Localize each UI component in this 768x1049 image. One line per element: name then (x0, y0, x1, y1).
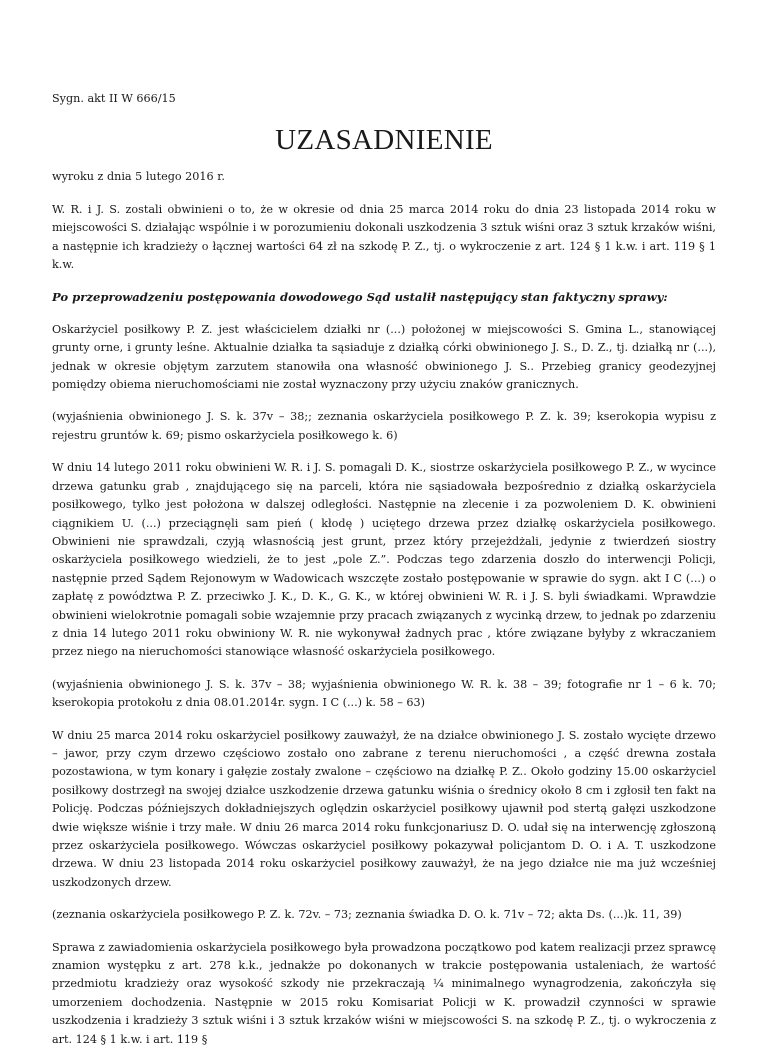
evidence-citation: (zeznania oskarżyciela posiłkowego P. Z. k. 72v. – 73; zeznania świadka D. O. k. 71v – 72; akta Ds. (...)k. 11, 39) (52, 908, 682, 922)
body-paragraph: W dniu 25 marca 2014 roku oskarżyciel posiłkowy zauważył, że na działce obwinionego J. S. zostało wycięte drzewo – jawor, przy czym drzewo częściowo zostało ono zabrane z terenu nieruchomości , a część drewna została pozostawiona, w tym konary i gałęzie zostały zwalone – częściowo na działkę P. Z.. Około godziny 15.00 oskarżyciel posiłkowy dostrzegł na swojej działce uszkodzenie drzewa gatunku wiśnia o średnicy około 8 cm i zgłosił ten fakt na Policję. Podczas późniejszych dokładniejszych oględzin oskarżyciel posiłkowy ujawnił pod stertą gałęzi uszkodzone dwie większe wiśnie i trzy małe. W dniu 26 marca 2014 roku funkcjonariusz D. O. udał się na interwencję zgłoszoną przez oskarżyciela posiłkowego. Wówczas oskarżyciel posiłkowy pokazywał policjantom D. O. i A. T. uszkodzone drzewa. W dniu 23 listopada 2014 roku oskarżyciel posiłkowy zauważył, że na jego działce nie ma już wcześniej uszkodzonych drzew. (52, 728, 716, 889)
evidence-citation: (wyjaśnienia obwinionego J. S. k. 37v – 38;; zeznania oskarżyciela posiłkowego P. Z. k. 39; kserokopia wypisu z rejestru gruntów k. 69; pismo oskarżyciela posiłkowego k. 6) (52, 410, 716, 442)
judgment-date: wyroku z dnia 5 lutego 2016 r. (52, 170, 225, 184)
body-paragraph: Sprawa z zawiadomienia oskarżyciela posiłkowego była prowadzona początkowo pod katem realizacji przez sprawcę znamion występku z art. 278 k.k., jednakże po dokonanych w trakcie postępowania ustaleniach, że wartość przedmiotu kradzieży oraz wysokość szkody nie przekraczają ¼ minimalnego wynagrodzenia, zakończyła się umorzeniem dochodzenia. Następnie w 2015 roku Komisariat Policji w K. prowadził czynności w sprawie uszkodzenia i kradzieży 3 sztuk wiśni i 3 sztuk krzaków wiśni w miejscowości S. na szkodę P. Z., tj. o wykroczenia z art. 124 § 1 k.w. i art. 119 § (52, 940, 716, 1046)
case-signature: Sygn. akt II W 666/15 (52, 92, 176, 105)
paragraphs-container (52, 321, 716, 1049)
evidence-citation: (wyjaśnienia obwinionego J. S. k. 37v – 38; wyjaśnienia obwinionego W. R. k. 38 – 39; fotografie nr 1 – 6 k. 70; kserokopia protokołu z dnia 08.01.2014r. sygn. I C (...) k. 58 – 63) (52, 677, 716, 710)
section-heading: Po przeprowadzeniu postępowania dowodowego Sąd ustalił następujący stan faktyczny sprawy: (52, 290, 668, 305)
charge-paragraph: W. R. i J. S. zostali obwinieni o to, że w okresie od dnia 25 marca 2014 roku do dnia 23 listopada 2014 roku w miejscowości S. działając wspólnie i w porozumieniu dokonali uszkodzenia 3 sztuk wiśni oraz 3 sztuk krzaków wiśni, a następnie ich kradzieży o łącznej wartości 64 zł na szkodę P. Z., tj. o wykroczenie z art. 124 § 1 k.w. i art. 119 § 1 k.w. (52, 202, 716, 272)
document-title: UZASADNIENIE (275, 124, 493, 157)
body-paragraph: W dniu 14 lutego 2011 roku obwinieni W. R. i J. S. pomagali D. K., siostrze oskarżyciela posiłkowego P. Z., w wycince drzewa gatunku grab , znajdującego się na parceli, która nie sąsiadowała bezpośrednio z działką oskarżyciela posiłkowego, tylko jest położona w dalszej odległości. Następnie na zlecenie i za pozwoleniem D. K. obwinieni ciągnikiem U. (...) przeciągnęli sam pień ( kłodę ) uciętego drzewa przez działkę oskarżyciela posiłkowego. Obwinieni nie sprawdzali, czyją własnością jest grunt, przez który przejeżdżali, jedynie z twierdzeń siostry oskarżyciela posiłkowego wiedzieli, że to jest „pole Z.”. Podczas tego zdarzenia doszło do interwencji Policji, następnie przed Sądem Rejonowym w Wadowicach wszczęte zostało postępowanie w sprawie do sygn. akt I C (...) o zapłatę z powództwa P. Z. przeciwko J. K., D. K., G. K., w której obwinieni W. R. i J. S. byli świadkami. Wprawdzie obwinieni wielokrotnie pomagali sobie wzajemnie przy pracach związanych z wycinką drzew, to jednak po zdarzeniu z dnia 14 lutego 2011 roku obwiniony W. R. nie wykonywał żadnych prac , które związane byłyby z wkraczaniem przez niego na nieruchomości stanowiące własność oskarżyciela posiłkowego. (52, 461, 716, 659)
body-paragraph: Oskarżyciel posiłkowy P. Z. jest właścicielem działki nr (...) położonej w miejscowości S. Gmina L., stanowiącej grunty orne, i grunty leśne. Aktualnie działka ta sąsiaduje z działką córki obwinionego J. S., D. Z., tj. działką nr (...), jednak w okresie objętym zarzutem stanowiła ona własność obwinionego J. S.. Przebieg granicy geodezyjnej pomiędzy obiema nieruchomościami nie został wyznaczony przy użyciu znaków granicznych. (52, 322, 716, 392)
document-page (52, 78, 716, 1049)
